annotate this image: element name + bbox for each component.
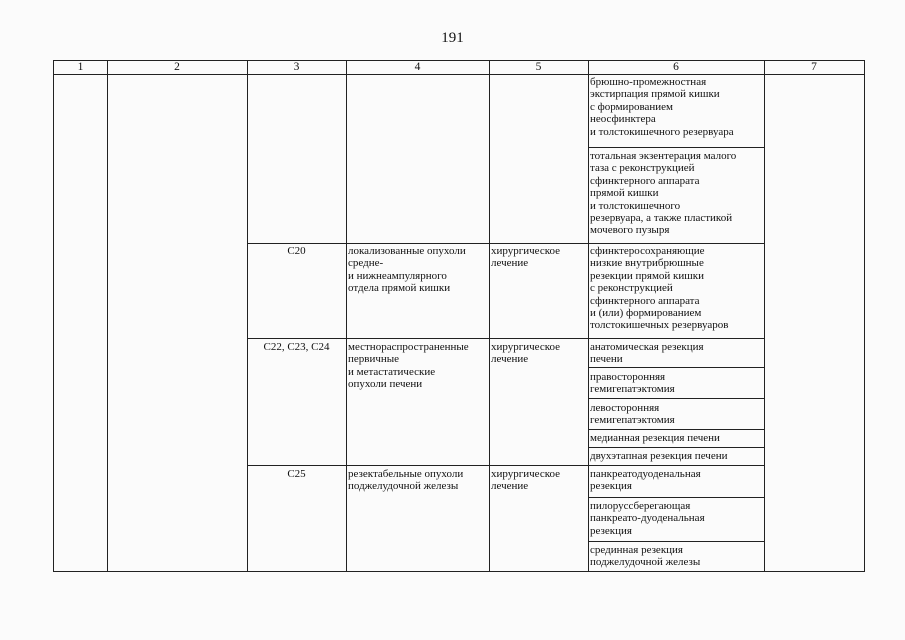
column-header: 1 (77, 61, 84, 73)
method-cell: тотальная экзентерация малого таза с реконструкцией сфинктерного аппарата прямой кишки и толстокишечного резервуара, а также пластикой мочевого пузыря (590, 150, 737, 237)
method-cell: сфинктеросохраняющие низкие внутрибрюшные резекции прямой кишки с реконструкцией сфинктерного аппарата и (или) формированием толстокишечных резервуаров (590, 245, 729, 332)
diagnosis-code-cell: C22, C23, C24 (263, 341, 330, 353)
column-divider (107, 61, 108, 571)
diagnosis-code-cell: C25 (287, 468, 306, 480)
method-cell: брюшно-промежностная экстирпация прямой кишки с формированием неосфинктера и толстокишечного резервуара (590, 76, 734, 138)
treatment-type-cell: хирургическое лечение (491, 245, 561, 270)
medical-procedures-table (53, 60, 865, 572)
method-divider (588, 398, 764, 399)
row-divider (247, 338, 764, 339)
treatment-type-cell: хирургическое лечение (491, 341, 561, 366)
page-number: 191 (441, 30, 464, 46)
method-cell: пилоруссберегающая панкреато-дуоденальная резекция (590, 500, 705, 537)
treatment-type-cell: хирургическое лечение (491, 468, 561, 493)
method-divider (588, 497, 764, 498)
column-divider (346, 61, 347, 571)
column-divider (247, 61, 248, 571)
column-header: 7 (811, 61, 817, 73)
column-header: 6 (673, 61, 679, 73)
row-divider (247, 243, 764, 244)
row-divider (247, 465, 764, 466)
diagnosis-cell: резектабельные опухоли поджелудочной железы (348, 468, 464, 493)
method-divider (588, 147, 764, 148)
diagnosis-code-cell: C20 (287, 245, 306, 257)
header-divider (54, 74, 864, 75)
method-cell: анатомическая резекция печени (590, 341, 704, 366)
column-divider (489, 61, 490, 571)
column-header: 2 (174, 61, 180, 73)
method-cell: срединная резекция поджелудочной железы (590, 544, 701, 569)
diagnosis-cell: местнораспространенные первичные и метастатические опухоли печени (348, 341, 469, 391)
method-divider (588, 541, 764, 542)
column-divider (764, 61, 765, 571)
method-cell: двухэтапная резекция печени (590, 450, 728, 462)
column-header: 3 (293, 61, 300, 73)
method-cell: медианная резекция печени (590, 432, 720, 444)
diagnosis-cell: локализованные опухоли средне- и нижнеампулярного отдела прямой кишки (348, 245, 466, 295)
column-divider (588, 61, 589, 571)
method-cell: панкреатодуоденальная резекция (590, 468, 701, 493)
column-header: 5 (535, 61, 542, 73)
method-cell: левосторонняя гемигепатэктомия (590, 402, 675, 427)
method-divider (588, 367, 764, 368)
column-header: 4 (414, 61, 421, 73)
method-cell: правосторонняя гемигепатэктомия (590, 371, 675, 396)
method-divider (588, 447, 764, 448)
method-divider (588, 429, 764, 430)
